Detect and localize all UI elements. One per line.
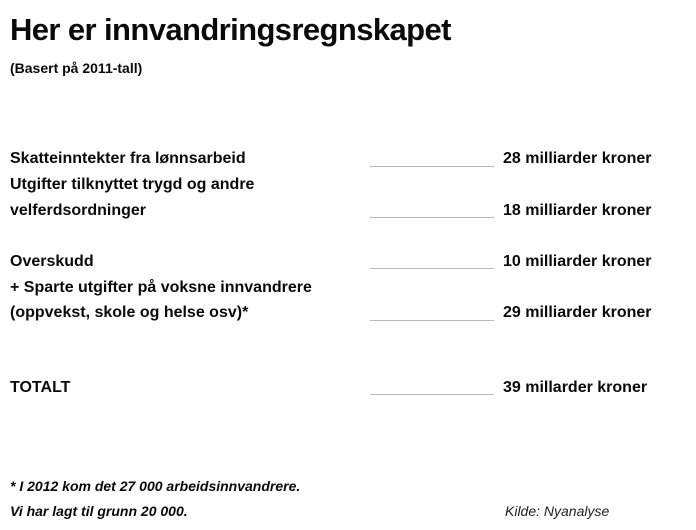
total-label: TOTALT: [10, 379, 71, 396]
leader-line: [370, 166, 494, 167]
footnote-line-2: Vi har lagt til grunn 20 000.: [10, 503, 188, 519]
total-value: 39 millarder kroner: [503, 379, 648, 396]
row-label: Skatteinntekter fra lønnsarbeid: [10, 150, 246, 167]
row-value: 10 milliarder kroner: [503, 253, 652, 270]
row-label: Utgifter tilknyttet trygd og andre: [10, 176, 255, 193]
page-subtitle: (Basert på 2011-tall): [10, 60, 143, 76]
leader-line: [370, 268, 494, 269]
leader-line: [370, 320, 494, 321]
row-value: 28 milliarder kroner: [503, 150, 652, 167]
row-label: Overskudd: [10, 253, 94, 270]
page-title: Her er innvandringsregnskapet: [10, 12, 451, 47]
leader-line: [370, 394, 494, 395]
leader-line: [370, 217, 494, 218]
row-label-continued: velferdsordninger: [10, 202, 147, 219]
row-label: + Sparte utgifter på voksne innvandrere: [10, 279, 312, 296]
row-value: 18 milliarder kroner: [503, 202, 652, 219]
source-credit: Kilde: Nyanalyse: [505, 503, 610, 519]
footnote-line-1: * I 2012 kom det 27 000 arbeidsinnvandrere.: [10, 478, 301, 494]
row-label-continued: (oppvekst, skole og helse osv)*: [10, 304, 249, 321]
row-value: 29 milliarder kroner: [503, 304, 652, 321]
